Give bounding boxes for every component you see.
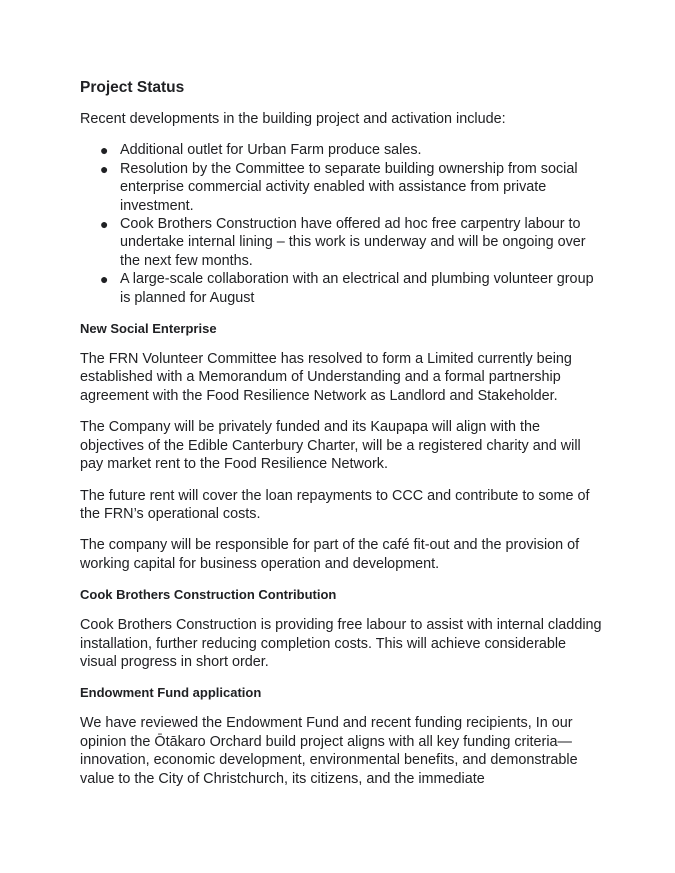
cook-brothers-paragraph: Cook Brothers Construction is providing free labour to assist with internal cladding installation, further reducing completion costs. This will achieve considerable visual progress in short order. (80, 617, 602, 670)
list-item-text: Resolution by the Committee to separate building ownership from social enterprise commercial activity enabled with assistance from private investment. (120, 160, 578, 214)
intro-paragraph: Recent developments in the building project and activation include: (80, 111, 506, 127)
endowment-fund-heading: Endowment Fund application (80, 685, 262, 701)
new-social-enterprise-heading: New Social Enterprise (80, 321, 217, 337)
enterprise-paragraph: The FRN Volunteer Committee has resolved to form a Limited currently being established with a Memorandum of Understanding and a formal partnership agreement with the Food Resilience Network as Landlord and Stakeholder. (80, 351, 572, 404)
document-page (80, 78, 605, 801)
enterprise-paragraph: The future rent will cover the loan repayments to CCC and contribute to some of the FRN’s operational costs. (80, 487, 590, 522)
developments-list (80, 141, 605, 307)
list-item-text: A large-scale collaboration with an electrical and plumbing volunteer group is planned for August (120, 271, 594, 306)
enterprise-paragraph: The Company will be privately funded and its Kaupapa will align with the objectives of the Edible Canterbury Charter, will be a registered charity and will pay market rent to the Food Resilience Network. (80, 419, 581, 473)
list-item (80, 215, 605, 270)
list-item (80, 270, 605, 307)
project-status-heading: Project Status (80, 79, 185, 96)
list-item (80, 141, 605, 159)
list-item-text: Cook Brothers Construction have offered ad hoc free carpentry labour to undertake internal lining – this work is underway and will be ongoing over the next few months. (120, 216, 586, 269)
bullet-icon: ● (100, 271, 109, 288)
bullet-icon: ● (100, 142, 109, 159)
endowment-fund-paragraph: We have reviewed the Endowment Fund and recent funding recipients, In our opinion the Ōtākaro Orchard build project aligns with all key funding criteria—innovation, economic development, environmental benefits, and demonstrable value to the City of Christchurch, its citizens, and the immediate (80, 715, 578, 787)
cook-brothers-heading: Cook Brothers Construction Contribution (80, 587, 337, 603)
bullet-icon: ● (100, 216, 109, 233)
bullet-icon: ● (100, 160, 109, 177)
list-item-text: Additional outlet for Urban Farm produce sales. (120, 142, 422, 159)
list-item (80, 160, 605, 215)
enterprise-paragraph: The company will be responsible for part of the café fit-out and the provision of working capital for business operation and development. (80, 537, 580, 572)
